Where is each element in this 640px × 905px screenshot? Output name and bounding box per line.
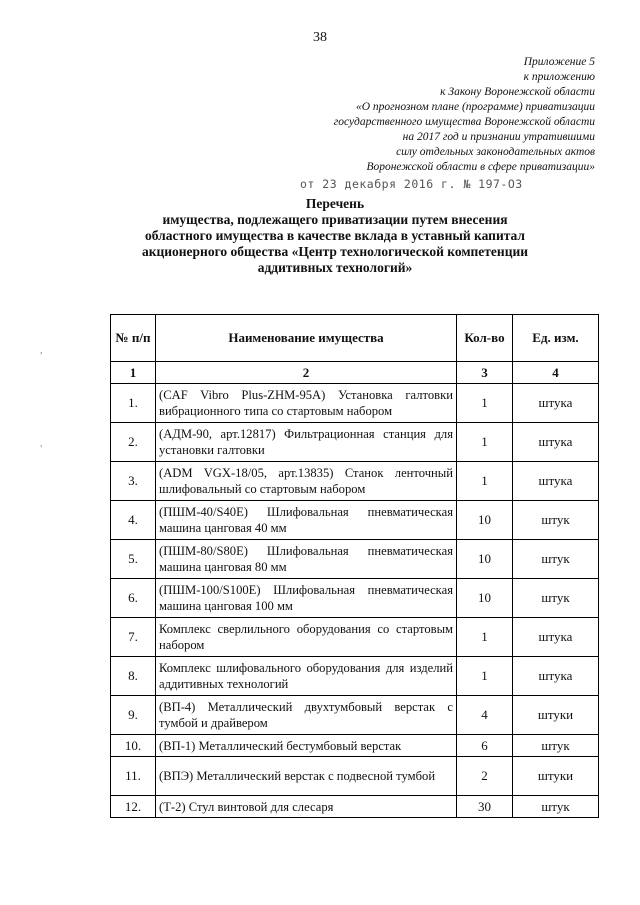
row-number: 12.	[111, 796, 156, 818]
item-quantity: 1	[457, 423, 513, 462]
row-number: 2.	[111, 423, 156, 462]
table-row	[111, 796, 599, 818]
appendix-line: Воронежской области в сфере приватизации»	[366, 161, 595, 173]
appendix-line: Приложение 5	[523, 56, 595, 68]
item-name: (ПШМ-100/S100E) Шлифовальная пневматическая машина цанговая 100 мм	[156, 579, 457, 618]
appendix-line: к приложению	[523, 71, 595, 83]
item-quantity: 30	[457, 796, 513, 818]
table-row	[111, 423, 599, 462]
item-unit: штука	[513, 423, 599, 462]
table-row	[111, 757, 599, 796]
table-row	[111, 657, 599, 696]
title-line: имущества, подлежащего приватизации путем внесения	[162, 212, 508, 227]
appendix-line: на 2017 год и признании утратившими	[402, 131, 595, 143]
item-quantity: 2	[457, 757, 513, 796]
item-name: Комплекс сверлильного оборудования со стартовым набором	[156, 618, 457, 657]
column-number: 2	[156, 362, 457, 384]
item-unit: штук	[513, 579, 599, 618]
row-number: 11.	[111, 757, 156, 796]
row-number: 5.	[111, 540, 156, 579]
item-unit: штук	[513, 540, 599, 579]
margin-tick: ,	[40, 345, 43, 356]
margin-tick: ,	[40, 438, 43, 449]
appendix-line: «О прогнозном плане (программе) приватизации	[355, 101, 595, 113]
item-unit: штука	[513, 618, 599, 657]
column-number: 3	[457, 362, 513, 384]
table-row	[111, 618, 599, 657]
item-unit: штуки	[513, 757, 599, 796]
row-number: 8.	[111, 657, 156, 696]
title-line: акционерного общества «Центр технологической компетенции	[141, 244, 529, 259]
header-num: № п/п	[111, 315, 156, 362]
table-row	[111, 384, 599, 423]
row-number: 7.	[111, 618, 156, 657]
item-unit: штука	[513, 462, 599, 501]
table-row	[111, 462, 599, 501]
row-number: 10.	[111, 735, 156, 757]
law-date-stamp: от 23 декабря 2016 г. № 197-ОЗ	[300, 177, 523, 191]
appendix-line: силу отдельных законодательных актов	[396, 146, 595, 158]
item-unit: штука	[513, 384, 599, 423]
item-unit: штук	[513, 796, 599, 818]
item-unit: штук	[513, 735, 599, 757]
item-unit: штук	[513, 501, 599, 540]
row-number: 4.	[111, 501, 156, 540]
appendix-line: к Закону Воронежской области	[440, 86, 595, 98]
item-quantity: 1	[457, 618, 513, 657]
table-row	[111, 735, 599, 757]
item-name: (ВП-4) Металлический двухтумбовый верстак с тумбой и драйвером	[156, 696, 457, 735]
row-number: 3.	[111, 462, 156, 501]
row-number: 9.	[111, 696, 156, 735]
column-number: 4	[513, 362, 599, 384]
item-quantity: 1	[457, 657, 513, 696]
item-name: (ПШМ-80/S80E) Шлифовальная пневматическая машина цанговая 80 мм	[156, 540, 457, 579]
item-name: (АДМ-90, арт.12817) Фильтрационная станция для установки галтовки	[156, 423, 457, 462]
item-unit: штуки	[513, 696, 599, 735]
row-number: 6.	[111, 579, 156, 618]
appendix-line: государственного имущества Воронежской области	[333, 116, 595, 128]
item-name: (ВП-1) Металлический бестумбовый верстак	[156, 735, 457, 757]
item-unit: штука	[513, 657, 599, 696]
item-quantity: 1	[457, 462, 513, 501]
title-line: областного имущества в качестве вклада в уставный капитал	[145, 228, 525, 243]
header-qty: Кол-во	[457, 315, 513, 362]
page-number: 38	[313, 30, 327, 45]
column-number: 1	[111, 362, 156, 384]
appendix-block	[275, 55, 595, 175]
table-row	[111, 696, 599, 735]
item-name: Комплекс шлифовального оборудования для изделий аддитивных технологий	[156, 657, 457, 696]
header-unit: Ед. изм.	[513, 315, 599, 362]
item-name: (Т-2) Стул винтовой для слесаря	[156, 796, 457, 818]
item-name: (ВПЭ) Металлический верстак с подвесной тумбой	[156, 757, 457, 796]
property-table	[110, 314, 599, 818]
item-quantity: 4	[457, 696, 513, 735]
item-name: (ПШМ-40/S40E) Шлифовальная пневматическая машина цанговая 40 мм	[156, 501, 457, 540]
item-quantity: 10	[457, 540, 513, 579]
column-number-row	[111, 362, 599, 384]
table-header-row	[111, 315, 599, 362]
table-row	[111, 540, 599, 579]
row-number: 1.	[111, 384, 156, 423]
table-row	[111, 501, 599, 540]
item-name: (ADM VGX-18/05, арт.13835) Станок ленточный шлифовальный со стартовым набором	[156, 462, 457, 501]
title-line: аддитивных технологий»	[257, 260, 413, 275]
item-quantity: 10	[457, 501, 513, 540]
item-quantity: 10	[457, 579, 513, 618]
document-title	[100, 196, 570, 276]
header-name: Наименование имущества	[156, 315, 457, 362]
item-quantity: 6	[457, 735, 513, 757]
table-row	[111, 579, 599, 618]
item-name: (CAF Vibro Plus-ZHM-95A) Установка галтовки вибрационного типа со стартовым набором	[156, 384, 457, 423]
item-quantity: 1	[457, 384, 513, 423]
title-heading: Перечень	[305, 196, 365, 211]
